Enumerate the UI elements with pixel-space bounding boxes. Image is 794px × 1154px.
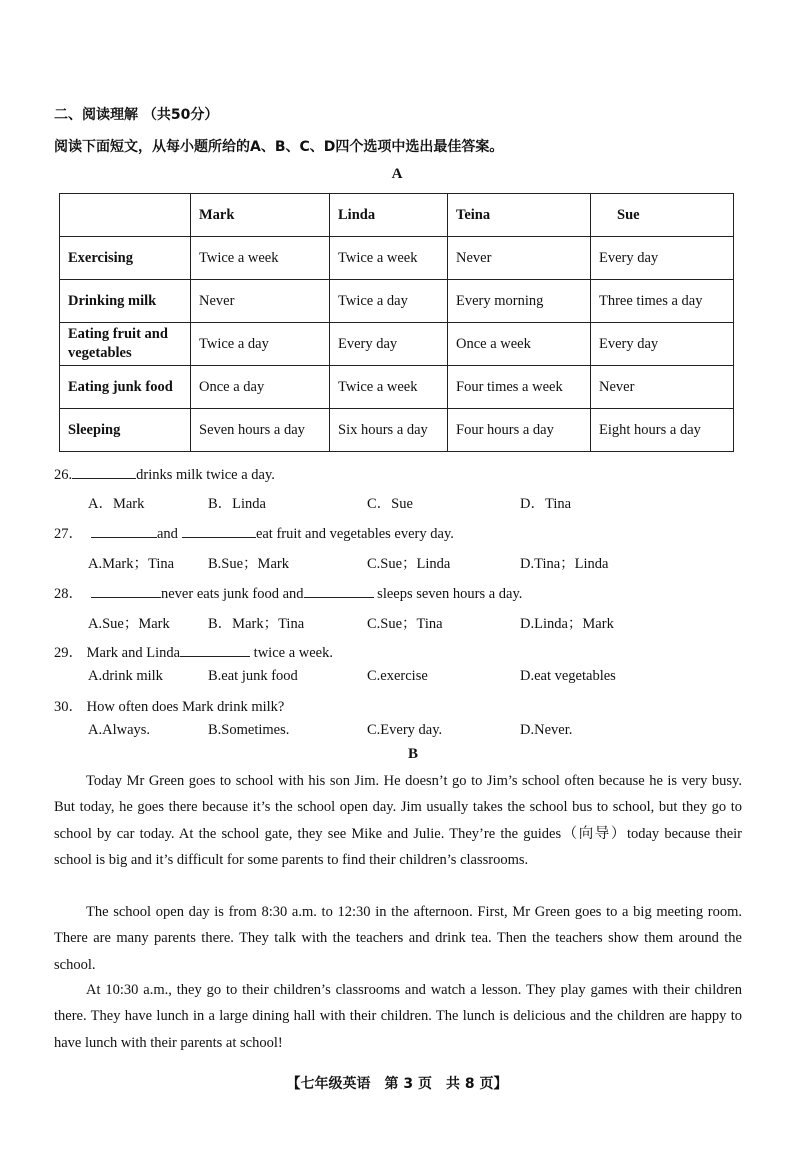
option-a: A.Mark；Tina [88, 556, 175, 572]
answer-blank [182, 523, 256, 538]
option-b: B．Linda [208, 496, 266, 512]
paragraph: Today Mr Green goes to school with his son Jim. He doesn’t go to Jim’s school often because he is very busy. But today, he goes there because it’s the school open day. Jim usually takes the school bus to school, but they go to school by car today. At the school gate, they see Mike and Julie. They’re the guides（向导）today because their school is big and it’s difficult for some parents to find their children’s classrooms. [54, 773, 742, 868]
table-header-row [60, 194, 734, 237]
option-d: D.Never. [520, 722, 573, 738]
table-cell: Once a day [191, 366, 330, 409]
question-28 [54, 582, 522, 603]
option-d: D.Linda；Mark [520, 616, 614, 632]
table-cell: Seven hours a day [191, 409, 330, 452]
option-a: A．Mark [88, 496, 145, 512]
question-text: drinks milk twice a day. [136, 467, 275, 483]
question-text: twice a week. [250, 645, 333, 661]
option-b: B.Sometimes. [208, 722, 290, 738]
table-cell: Four hours a day [448, 409, 591, 452]
table-cell: Once a week [448, 323, 591, 366]
table-cell: Twice a week [191, 237, 330, 280]
table-cell: Never [448, 237, 591, 280]
question-30 [54, 695, 284, 716]
question-26 [54, 464, 275, 484]
option-c: C.Sue；Linda [367, 556, 451, 572]
option-d: D.Tina；Linda [520, 556, 609, 572]
table-cell: Twice a day [191, 323, 330, 366]
passage-a-letter: A [391, 166, 403, 182]
option-b: B．Mark；Tina [208, 616, 305, 632]
answer-blank [91, 583, 161, 598]
answer-blank [304, 583, 374, 598]
answer-blank [180, 642, 250, 657]
question-29 [54, 641, 333, 662]
table-cell: Twice a day [330, 280, 448, 323]
row-label: Exercising [60, 237, 191, 280]
question-27 [54, 522, 454, 543]
table-header-cell: Linda [330, 194, 448, 237]
question-number: 29． [54, 645, 83, 661]
paragraph: At 10:30 a.m., they go to their children’s classrooms and watch a lesson. They play games with their children there. They have lunch in a large dining hall with their children. The lunch is delicious and the children are happy to have lunch with their parents at school! [54, 982, 742, 1051]
section-instruction: 阅读下面短文，从每小题所给的A、B、C、D四个选项中选出最佳答案。 [54, 139, 504, 155]
question-number: 28． [54, 586, 83, 602]
table-cell: Every morning [448, 280, 591, 323]
option-b: B.eat junk food [208, 668, 298, 684]
option-a: A.Always. [88, 722, 151, 738]
table-header-cell: Teina [448, 194, 591, 237]
option-d: D．Tina [520, 496, 572, 512]
row-label: Sleeping [60, 409, 191, 452]
table-row [60, 366, 734, 409]
option-c: C.Every day. [367, 722, 443, 738]
table-cell: Twice a week [330, 237, 448, 280]
habits-table [59, 193, 734, 452]
option-b: B.Sue；Mark [208, 556, 289, 572]
question-text: eat fruit and vegetables every day. [255, 526, 454, 542]
option-c: C.exercise [367, 668, 428, 684]
answer-blank [72, 464, 136, 479]
option-c: C.Sue；Tina [367, 616, 443, 632]
table-cell: Never [191, 280, 330, 323]
table-header-cell: Sue [591, 194, 734, 237]
table-cell: Eight hours a day [591, 409, 734, 452]
table-cell: Three times a day [591, 280, 734, 323]
table-cell: Six hours a day [330, 409, 448, 452]
table-header-cell: Mark [191, 194, 330, 237]
table-cell: Twice a week [330, 366, 448, 409]
question-text: How often does Mark drink milk? [86, 699, 285, 715]
table-row [60, 280, 734, 323]
table-row [60, 237, 734, 280]
option-a: A.Sue；Mark [88, 616, 170, 632]
question-text: never eats junk food and [161, 586, 304, 602]
table-row [60, 409, 734, 452]
question-number: 26. [54, 467, 73, 483]
question-text: Mark and Linda [86, 645, 181, 661]
table-cell: Four times a week [448, 366, 591, 409]
option-c: C．Sue [367, 496, 413, 512]
option-d: D.eat vegetables [520, 668, 616, 684]
table-cell: Never [591, 366, 734, 409]
row-label: Eating junk food [60, 366, 191, 409]
question-text: and [157, 526, 178, 542]
table-cell [60, 194, 191, 237]
answer-blank [91, 523, 157, 538]
paragraph: The school open day is from 8:30 a.m. to 12:30 in the afternoon. First, Mr Green goes to a big meeting room. There are many parents there. They talk with the teachers and drink tea. Then the teachers show them around the school. [54, 904, 742, 973]
question-number: 27． [54, 526, 83, 542]
table-cell: Every day [330, 323, 448, 366]
table-row [60, 323, 734, 366]
table-cell: Every day [591, 237, 734, 280]
row-label: Drinking milk [60, 280, 191, 323]
page-footer: 【七年级英语 第 3 页 共 8 页】 [286, 1076, 508, 1092]
question-text: sleeps seven hours a day. [373, 586, 523, 602]
table-cell: Every day [591, 323, 734, 366]
section-title: 二、阅读理解 （共50分） [54, 107, 219, 123]
row-label: Eating fruit and vegetables [60, 323, 191, 366]
question-number: 30． [54, 699, 83, 715]
option-a: A.drink milk [88, 668, 163, 684]
passage-b-letter: B [407, 746, 418, 762]
